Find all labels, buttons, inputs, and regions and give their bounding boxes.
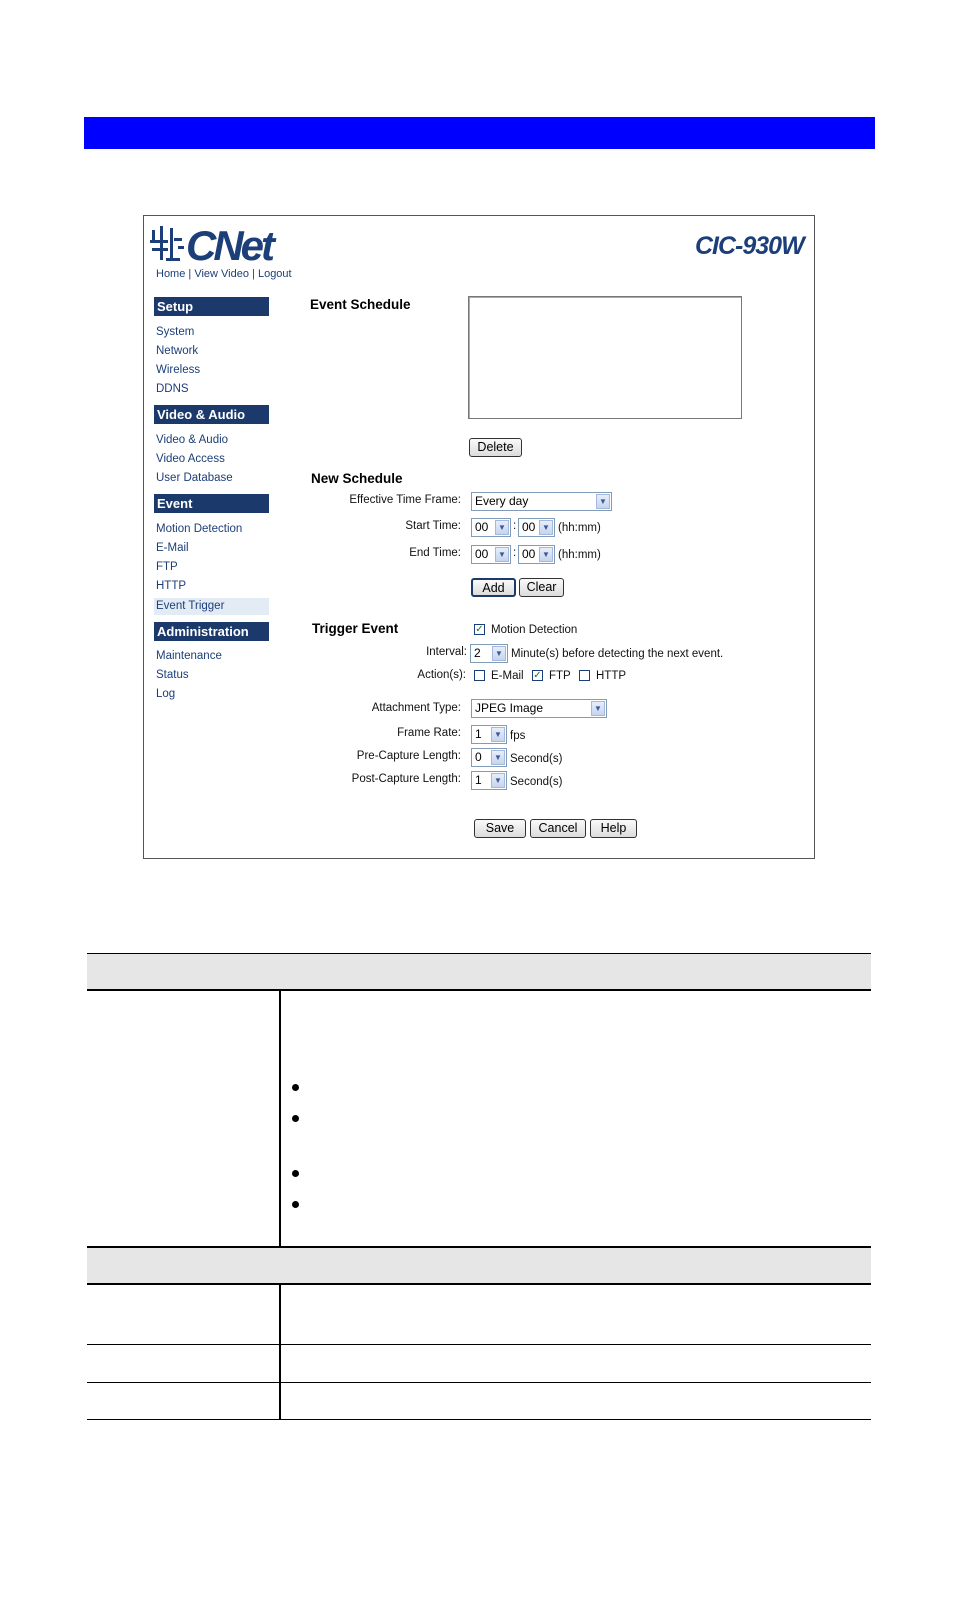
table-column-divider [279,1285,281,1420]
clear-button[interactable]: Clear [519,578,564,597]
nav-header-video-audio: Video & Audio [154,405,269,424]
sidebar-item-user-database[interactable]: User Database [156,472,233,484]
table-rule [87,989,871,991]
start-hour-value: 00 [475,520,489,534]
end-time-colon: : [513,547,517,559]
attachment-type-value: JPEG Image [475,701,544,715]
table-header-row [87,953,871,990]
home-link[interactable]: Home [156,268,186,280]
sidebar-item-ftp[interactable]: FTP [156,561,178,573]
nav-header-setup: Setup [154,297,269,316]
motion-detection-checkbox[interactable]: ✓ [475,624,484,635]
sidebar-item-maintenance[interactable]: Maintenance [156,650,222,662]
sidebar-item-network[interactable]: Network [156,345,199,357]
end-time-format: (hh:mm) [558,549,601,561]
start-time-colon: : [513,520,517,532]
email-action-label: E-Mail [491,670,524,682]
end-minute-select[interactable] [518,545,555,564]
save-button[interactable]: Save [474,819,526,838]
sidebar-item-wireless[interactable]: Wireless [156,364,201,376]
chevron-down-icon: ▼ [591,701,605,716]
post-capture-value: 1 [475,773,482,787]
chevron-down-icon: ▼ [492,646,506,661]
table-column-divider [279,991,281,1247]
table-header-row [87,1248,871,1283]
interval-select[interactable] [470,644,508,663]
pre-capture-label: Pre-Capture Length: [356,750,461,762]
help-button[interactable]: Help [590,819,637,838]
actions-label: Action(s): [417,669,466,681]
end-time-label: End Time: [409,547,461,559]
http-action-label: HTTP [596,670,627,682]
top-links: Home | View Video | Logout [156,268,292,280]
start-time-format: (hh:mm) [558,522,601,534]
svg-text:CNet: CNet [186,222,273,266]
sidebar-item-email[interactable]: E-Mail [156,542,189,554]
frame-rate-select[interactable] [471,725,507,744]
nav-header-administration: Administration [154,622,269,641]
motion-detection-label: Motion Detection [491,624,578,636]
bullet-point [292,1201,299,1208]
sidebar-item-ddns[interactable]: DDNS [156,383,189,395]
attachment-type-select[interactable] [471,699,607,718]
bullet-point [292,1084,299,1091]
pre-capture-value: 0 [475,750,482,764]
interval-value: 2 [474,646,481,660]
chevron-down-icon: ▼ [539,520,553,535]
pre-capture-select[interactable] [471,748,507,767]
end-minute-value: 00 [522,547,536,561]
http-action-checkbox[interactable] [579,670,590,681]
new-schedule-title: New Schedule [311,471,403,486]
start-minute-select[interactable] [518,518,555,537]
sidebar-item-log[interactable]: Log [156,688,176,700]
start-time-label: Start Time: [405,520,461,532]
bullet-point [292,1115,299,1122]
sidebar-item-video-audio[interactable]: Video & Audio [156,434,229,446]
start-hour-select[interactable] [471,518,511,537]
table-rule [87,1283,871,1285]
table-rule [87,1419,871,1420]
chevron-down-icon: ▼ [495,520,509,535]
chevron-down-icon: ▼ [491,773,505,788]
sidebar-item-video-access[interactable]: Video Access [156,453,225,465]
interval-suffix: Minute(s) before detecting the next event. [511,648,724,660]
time-frame-select[interactable] [471,492,612,511]
post-capture-label: Post-Capture Length: [351,773,461,785]
section-title-bar [84,117,875,149]
bullet-point [292,1170,299,1177]
add-button[interactable]: Add [471,578,516,597]
sidebar-item-event-trigger[interactable]: Event Trigger [154,598,269,615]
post-capture-unit: Second(s) [510,776,563,788]
post-capture-select[interactable] [471,771,507,790]
event-schedule-title: Event Schedule [310,297,411,312]
sidebar-item-system[interactable]: System [156,326,195,338]
frame-rate-label: Frame Rate: [397,727,461,739]
frame-rate-value: 1 [475,727,482,741]
pre-capture-unit: Second(s) [510,753,563,765]
frame-rate-unit: fps [510,730,526,742]
sidebar-item-status[interactable]: Status [156,669,189,681]
sidebar-item-http[interactable]: HTTP [156,580,187,592]
time-frame-value: Every day [475,494,529,508]
cancel-button[interactable]: Cancel [530,819,586,838]
chevron-down-icon: ▼ [596,494,610,509]
interval-label: Interval: [426,646,467,658]
ftp-action-label: FTP [549,670,571,682]
nav-header-event: Event [154,494,269,513]
chevron-down-icon: ▼ [495,547,509,562]
event-schedule-list[interactable] [468,296,742,419]
cnet-logo-icon [150,222,290,266]
attachment-type-label: Attachment Type: [371,702,461,714]
delete-button[interactable]: Delete [469,438,522,457]
chevron-down-icon: ▼ [539,547,553,562]
start-minute-value: 00 [522,520,536,534]
email-action-checkbox[interactable] [474,670,485,681]
view-video-link[interactable]: View Video [194,268,249,280]
table-rule [87,953,871,954]
table-rule [87,1344,871,1345]
sidebar-item-motion-detection[interactable]: Motion Detection [156,523,243,535]
model-name: CIC-930W [695,232,804,260]
time-frame-label: Effective Time Frame: [349,494,461,506]
logout-link[interactable]: Logout [257,268,292,280]
chevron-down-icon: ▼ [491,750,505,765]
table-rule [87,1382,871,1383]
end-hour-select[interactable] [471,545,511,564]
ftp-action-checkbox[interactable]: ✓ [533,670,542,681]
end-hour-value: 00 [475,547,489,561]
trigger-event-title: Trigger Event [312,621,399,636]
chevron-down-icon: ▼ [491,727,505,742]
